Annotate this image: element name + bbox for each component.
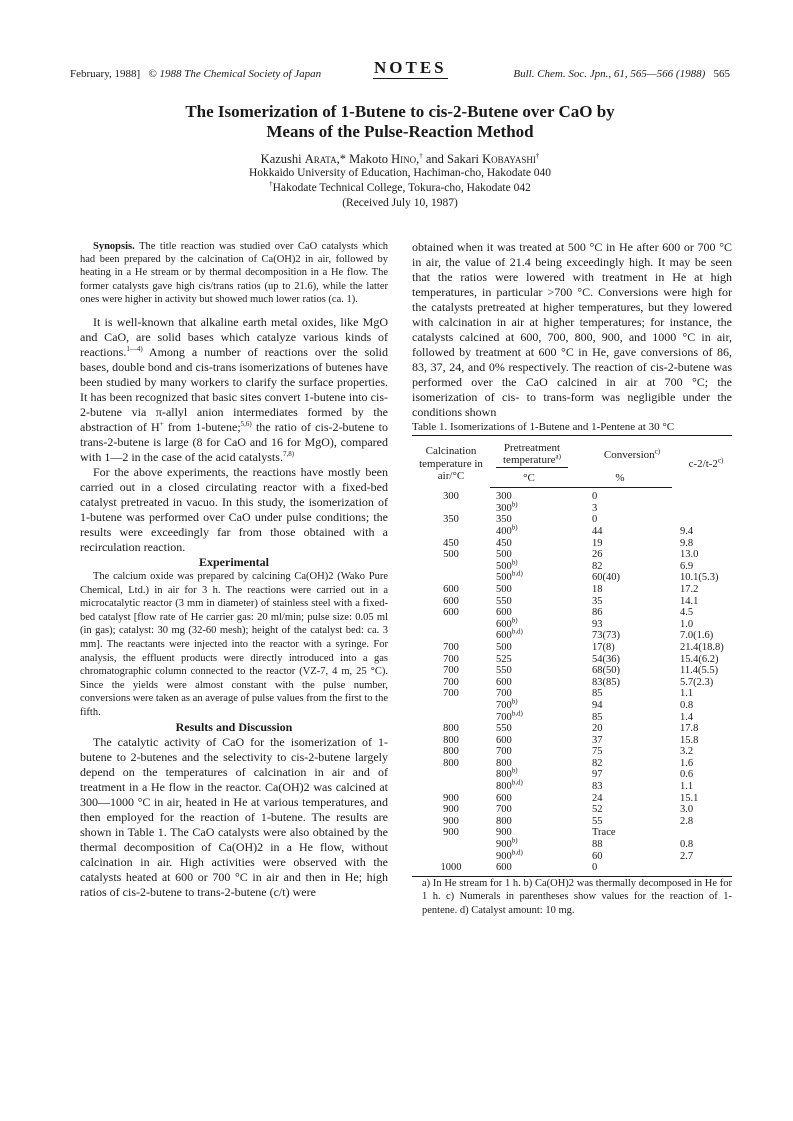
conversion-cell: 88 — [592, 839, 603, 851]
calcination-cell: 700 — [443, 653, 459, 665]
table-row — [412, 793, 732, 805]
conversion-cell: 19 — [592, 537, 603, 549]
table-row — [412, 619, 732, 631]
pretreatment-cell: 600 — [496, 676, 512, 688]
conversion-cell: 82 — [592, 757, 603, 769]
table-row — [412, 827, 732, 839]
left-column — [80, 240, 388, 900]
table-row — [412, 700, 732, 712]
ratio-cell: 9.4 — [680, 526, 694, 537]
conversion-cell: 0 — [592, 514, 598, 526]
author-list: Kazushi Arata,* Makoto Hino,† and Sakari Kobayashi† — [260, 151, 540, 166]
calcination-cell: 800 — [443, 746, 459, 758]
ratio-cell: 1.1 — [680, 688, 694, 700]
table-row — [412, 572, 732, 584]
calcination-cell — [412, 619, 490, 631]
calcination-cell: 800 — [443, 757, 459, 769]
conversion-cell: 54(36) — [592, 653, 620, 665]
table-row — [412, 677, 732, 689]
pretreatment-cell: 800$^{b)}$ — [496, 766, 518, 781]
table-row — [412, 746, 732, 758]
calcination-cell: 600 — [443, 595, 459, 607]
ratio-cell: 15.4(6.2) — [680, 653, 719, 665]
ratio-cell — [672, 514, 732, 526]
calcination-cell — [412, 630, 490, 642]
ratio-cell: 7.0(1.6) — [680, 630, 714, 642]
pretreatment-cell: 600 — [496, 734, 512, 746]
calcination-cell: 300 — [443, 490, 459, 502]
pretreatment-cell: 500 — [496, 641, 512, 653]
ratio-cell: 2.7 — [680, 850, 694, 862]
pretreatment-cell: 450 — [496, 537, 512, 549]
table-row — [412, 584, 732, 596]
pretreatment-cell: 700$^{b)}$ — [496, 697, 518, 711]
pretreatment-cell: 300$^{b)}$ — [496, 500, 518, 514]
ratio-cell: 15.8 — [680, 734, 699, 746]
pretreatment-cell: 900$^{b,d)}$ — [496, 848, 523, 862]
table-row — [412, 816, 732, 828]
conversion-cell: 44 — [592, 526, 603, 537]
pretreatment-cell: 700 — [496, 746, 512, 758]
pretreatment-cell: 350 — [496, 514, 512, 526]
table-row — [412, 723, 732, 735]
pretreatment-cell: 600 — [496, 792, 512, 804]
table-row — [412, 735, 732, 747]
calcination-cell — [412, 769, 490, 781]
header-conversion: Conversion$^{c)}$ — [568, 436, 672, 470]
affiliation-1: Hokkaido University of Education, Hachiman-cho, Hakodate 040 — [248, 167, 552, 179]
header-calcination: Calcination temperature in air/°C — [412, 436, 490, 488]
ratio-cell: 3.0 — [680, 804, 694, 816]
calcination-cell: 350 — [443, 514, 459, 526]
calcination-cell — [412, 572, 490, 584]
calcination-cell: 900 — [443, 804, 459, 816]
table-row — [412, 526, 732, 538]
pretreatment-cell: 600$^{b,d)}$ — [496, 627, 523, 642]
conversion-cell: 68(50) — [592, 665, 620, 677]
conversion-cell: 0 — [568, 862, 672, 876]
calcination-cell — [412, 561, 490, 573]
ratio-cell: 0.8 — [680, 699, 694, 711]
results-continued: obtained when it was treated at 500 °C in He after 600 or 700 °C in air, the value of 21.4 being exceedingly high. It may be seen that the ratios were lowered with treatment in He at high temperatures, in particular >700 °C. Conversions were high for the catalysts pretreated at higher temperatures, but they lowered with calcination in air at higher temperatures; for instance, the catalysts calcined at 600, 700, 800, 900, and 1000 °C in air, followed by treatment at 600 °C in He, gave conversions of 86, 83, 37, 24, and 0% respectively. The reaction of cis-2-butene was performed over the CaO calcined in air at 700 °C; the isomerization of cis- to trans-form was negligible under the conditions shown — [412, 240, 732, 419]
ratio-cell — [672, 862, 732, 876]
calcination-cell — [412, 781, 490, 793]
pretreatment-cell: 300 — [496, 491, 512, 503]
conversion-cell: 37 — [592, 734, 603, 746]
calcination-cell — [412, 712, 490, 724]
table-footnote: a) In He stream for 1 h. b) Ca(OH)2 was thermally decomposed in He for 1 h. c) Numerals in parentheses show values for the reaction of 1-pentene. d) Catalyst amount: 10 mg. — [422, 877, 732, 916]
header-pretreatment: Pretreatment temperature$^{a)}$ — [490, 436, 568, 470]
conversion-cell: 60 — [592, 850, 603, 862]
ratio-cell: 4.5 — [680, 607, 694, 619]
conversion-cell: 93 — [592, 618, 603, 630]
pretreatment-cell: 600$^{b)}$ — [496, 616, 518, 630]
ratio-cell: 17.8 — [680, 723, 699, 735]
calcination-cell: 900 — [443, 827, 459, 839]
calcination-cell: 700 — [443, 688, 459, 700]
table-row — [412, 862, 732, 876]
ratio-cell: 1.0 — [680, 618, 694, 630]
ratio-cell: 3.2 — [680, 746, 694, 758]
calcination-cell: 450 — [443, 537, 459, 549]
ratio-cell: 9.8 — [680, 537, 694, 549]
pretreatment-cell: 800 — [496, 757, 512, 769]
conversion-cell: 24 — [592, 792, 603, 804]
pretreatment-cell: 500$^{b,d)}$ — [496, 569, 523, 584]
table-caption: Table 1. Isomerizations of 1-Butene and 1-Pentene at 30 °C — [412, 421, 675, 433]
calcination-cell — [412, 526, 490, 538]
calcination-cell — [412, 503, 490, 515]
ratio-cell — [672, 503, 732, 515]
header-conversion-unit: % — [568, 470, 672, 488]
table-row — [412, 642, 732, 654]
intro-paragraph-1: It is well-known that alkaline earth metal oxides, like MgO and CaO, are solid bases which catalyze various kinds of reactions.$^{1—4)}$ Among a number of reactions over the solid bases, double bond and cis-trans isomerizations of butenes have been studied by many workers to clarify the surface properties. It has been recognized that basic sites convert 1-butene into cis-2-butene via π-allyl anion intermediates formed by the abstraction of H+ from 1-butene;$^{5,6)}$ the ratio of cis-2-butene to trans-2-butene is large (8 for CaO and 16 for MgO), compared with 1—2 in the case of the acid catalysts.$^{7,8)}$ — [80, 315, 388, 465]
pretreatment-cell: 800$^{b,d)}$ — [496, 778, 523, 793]
table-row — [412, 654, 732, 666]
pretreatment-cell: 900 — [496, 827, 512, 839]
table-row — [412, 804, 732, 816]
conversion-cell: 85 — [592, 688, 603, 700]
conversion-cell: 55 — [592, 815, 603, 827]
results-text: The catalytic activity of CaO for the isomerization of 1-butene to 2-butenes and the selectivity to cis-2-butene largely depend on the temperatures of calcination in air and of treatment in a He flow in the reactor. Ca(OH)2 was calcined at 300—1000 °C in air, heated in He at various temperatures, and then employed for the reaction of 1-butene. The results are shown in Table 1. The CaO catalysts were also obtained by the thermal decomposition of Ca(OH)2 in a He flow, without calcination in air. High activities were observed with the catalysts heated at 600 or 700 °C in air and then in He; high ratios of cis-2-butene to trans-2-butene (c/t) were — [80, 734, 388, 899]
ratio-cell: 1.6 — [680, 757, 694, 769]
ratio-cell: 17.2 — [680, 583, 699, 595]
pretreatment-cell: 800 — [496, 815, 512, 827]
right-column — [412, 240, 732, 918]
table-row — [412, 839, 732, 851]
table-row — [412, 549, 732, 561]
table-row — [412, 488, 732, 503]
calcination-cell: 900 — [443, 815, 459, 827]
pretreatment-cell: 550 — [496, 723, 512, 735]
conversion-cell: Trace — [592, 827, 616, 839]
conversion-cell: 60(40) — [592, 572, 620, 584]
conversion-cell: 35 — [592, 595, 603, 607]
received-date: (Received July 10, 1987) — [342, 197, 458, 209]
affiliation-2: †Hakodate Technical College, Tokura-cho, Hakodate 042 — [269, 180, 531, 194]
ratio-cell: 21.4(18.8) — [680, 641, 724, 653]
calcination-cell — [412, 839, 490, 851]
table-row — [412, 630, 732, 642]
header-date-copyright: February, 1988] © 1988 The Chemical Society of Japan — [70, 68, 322, 80]
ratio-cell: 0.8 — [680, 839, 694, 851]
calcination-cell: 700 — [443, 641, 459, 653]
experimental-text: The calcium oxide was prepared by calcining Ca(OH)2 (Wako Pure Chemical, Ltd.) in air for 3 h. The reactions were carried out in a microcatalytic reactor (3 mm in diameter) of stainless steel with a fixed-bed catalyst [flow rate of He carrier gas: 20 ml/min; pulse size: 0.05 ml (in gas); catalyst: 30 mg (32-60 mesh); height of the catalyst bed: ca. 3 mm]. The reactants were injected into the reactor with a syringe. For analysis, the effluent products were directly introduced into a gas chromatographic column connected to the reactor (VZ-7, 4 m, 25 °C). Since the yields were almost constant with the pulse number, conversions were taken as an average of pulse values from the first to the fifth. — [80, 571, 388, 718]
ratio-cell — [672, 488, 732, 503]
table-row — [412, 712, 732, 724]
conversion-cell: 52 — [592, 804, 603, 816]
calcination-cell: 700 — [443, 665, 459, 677]
conversion-cell: 0 — [592, 491, 598, 503]
table-row — [412, 688, 732, 700]
table-row — [412, 607, 732, 619]
calcination-cell: 700 — [443, 676, 459, 688]
conversion-cell: 73(73) — [592, 630, 620, 642]
ratio-cell — [672, 827, 732, 839]
calcination-cell: 800 — [443, 734, 459, 746]
conversion-cell: 83 — [592, 781, 603, 793]
title-line-1: The Isomerization of 1-Butene to cis-2-Butene over CaO by — [185, 102, 615, 121]
affiliations — [90, 166, 710, 211]
ratio-cell: 11.4(5.5) — [680, 665, 719, 677]
pretreatment-cell: 600 — [490, 862, 568, 876]
table-row — [412, 781, 732, 793]
synopsis: Synopsis. The title reaction was studied over CaO catalysts which had been prepared by the calcination of Ca(OH)2 in air, followed by heating in a He stream or by thermal decomposition in a He flow. The former catalysts gave high cis/trans ratios (up to 21.6), while the latter ones were higher in activity but showed much lower ratios (ca. 1). — [80, 241, 388, 305]
table-row — [412, 851, 732, 863]
header-journal-ref: Bull. Chem. Soc. Jpn., 61, 565—566 (1988) 565 — [513, 68, 730, 80]
conversion-cell: 18 — [592, 583, 603, 595]
calcination-cell: 800 — [443, 723, 459, 735]
table-row — [412, 665, 732, 677]
conversion-cell: 83(85) — [592, 676, 620, 688]
pretreatment-cell: 500$^{b)}$ — [496, 558, 518, 572]
calcination-cell: 1000 — [412, 862, 490, 876]
paper-title — [90, 102, 710, 142]
experimental-heading: Experimental — [199, 555, 269, 570]
table-row — [412, 514, 732, 526]
pretreatment-cell: 500 — [496, 583, 512, 595]
header-section-notes: NOTES — [374, 58, 447, 77]
results-table — [412, 435, 732, 877]
conversion-cell: 94 — [592, 699, 603, 711]
table-row — [412, 561, 732, 573]
header-pretreatment-unit: °C — [490, 470, 568, 488]
table-row — [412, 538, 732, 550]
results-heading: Results and Discussion — [175, 719, 293, 734]
header-ratio: c-2/t-2$^{c)}$ — [672, 436, 732, 488]
conversion-cell: 82 — [592, 560, 603, 572]
conversion-cell: 97 — [592, 769, 603, 781]
conversion-cell: 75 — [592, 746, 603, 758]
table-row — [412, 769, 732, 781]
pretreatment-cell: 550 — [496, 595, 512, 607]
conversion-cell: 3 — [592, 502, 598, 514]
ratio-cell: 5.7(2.3) — [680, 676, 714, 688]
pretreatment-cell: 700 — [496, 688, 512, 700]
conversion-cell: 17(8) — [592, 641, 615, 653]
pretreatment-cell: 700 — [496, 804, 512, 816]
table-row — [412, 596, 732, 608]
table-row — [412, 503, 732, 515]
table-row — [412, 758, 732, 770]
ratio-cell: 10.1(5.3) — [680, 572, 719, 584]
table-body — [412, 488, 732, 877]
ratio-cell: 14.1 — [680, 595, 699, 607]
pretreatment-cell: 400$^{b)}$ — [496, 523, 518, 537]
pretreatment-cell: 600 — [496, 607, 512, 619]
conversion-cell: 20 — [592, 723, 603, 735]
ratio-cell: 6.9 — [680, 560, 694, 572]
pretreatment-cell: 700$^{b,d)}$ — [496, 709, 523, 723]
pretreatment-cell: 900$^{b)}$ — [496, 836, 518, 851]
conversion-cell: 85 — [592, 711, 603, 723]
calcination-cell: 900 — [443, 792, 459, 804]
ratio-cell: 15.1 — [680, 792, 699, 804]
calcination-cell: 600 — [443, 607, 459, 619]
calcination-cell — [412, 851, 490, 863]
calcination-cell — [412, 700, 490, 712]
pretreatment-cell: 525 — [496, 653, 512, 665]
ratio-cell: 1.4 — [680, 711, 694, 723]
conversion-cell: 86 — [592, 607, 603, 619]
pretreatment-cell: 550 — [496, 665, 512, 677]
title-line-2: Means of the Pulse-Reaction Method — [266, 122, 534, 141]
ratio-cell: 2.8 — [680, 815, 694, 827]
ratio-cell: 1.1 — [680, 781, 694, 793]
pretreatment-cell: 500 — [496, 549, 512, 561]
conversion-cell: 26 — [592, 549, 603, 561]
ratio-cell: 13.0 — [680, 549, 699, 561]
calcination-cell: 600 — [443, 583, 459, 595]
calcination-cell: 500 — [443, 549, 459, 561]
ratio-cell: 0.6 — [680, 769, 694, 781]
intro-paragraph-2: For the above experiments, the reactions have mostly been carried out in a closed circulating reactor with a fixed-bed catalyst pretreated in vacuo. In this study, the isomerization of 1-butene was performed over CaO under pulse conditions; the results were exceedingly far from those obtained with a recirculation reaction. — [80, 465, 388, 555]
